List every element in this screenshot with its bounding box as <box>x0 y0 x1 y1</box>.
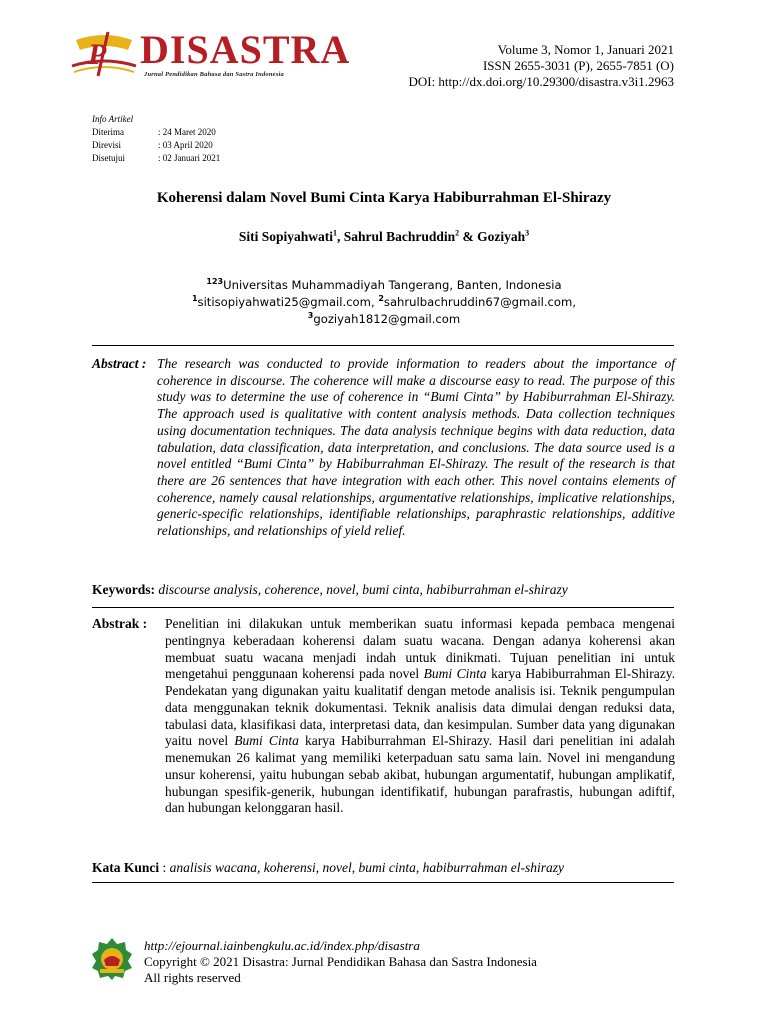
abstract-label: Abstract : <box>92 356 147 371</box>
journal-url-link[interactable]: http://ejournal.iainbengkulu.ac.id/index.php/disastra <box>144 938 420 953</box>
copyright-notice: Copyright © 2021 Disastra: Jurnal Pendidikan Bahasa dan Sastra Indonesia <box>144 954 537 969</box>
email-sup: 1 <box>191 294 198 304</box>
journal-info <box>408 42 674 90</box>
date-label: Direvisi <box>92 140 121 150</box>
institution: Universitas Muhammadiyah Tangerang, Banten, Indonesia <box>223 278 562 292</box>
keywords-value: discourse analysis, coherence, novel, bumi cinta, habiburrahman el-shirazy <box>158 582 568 597</box>
keywords-value: analisis wacana, koherensi, novel, bumi cinta, habiburrahman el-shirazy <box>169 860 564 875</box>
svg-text:P: P <box>88 38 107 71</box>
keywords-colon: : <box>159 860 170 875</box>
affiliation-institution-line <box>0 277 768 294</box>
affiliation-email-line <box>0 294 768 311</box>
affiliation <box>0 277 768 328</box>
affil-sup: 123 <box>206 277 224 287</box>
email-sup: 2 <box>378 294 384 304</box>
date-row-accepted <box>92 152 220 165</box>
journal-doi[interactable]: DOI: http://dx.doi.org/10.29300/disastra.v3i1.2963 <box>408 74 674 89</box>
author-name: Goziyah <box>477 229 526 244</box>
abstract-indonesian <box>92 616 675 856</box>
book-pen-logo-icon <box>68 26 140 86</box>
author-sup: 3 <box>525 228 530 238</box>
abstract-label: Abstrak : <box>92 616 148 631</box>
date-label: Disetujui <box>92 153 125 163</box>
journal-volume: Volume 3, Nomor 1, Januari 2021 <box>497 42 674 57</box>
keywords-label: Keywords <box>92 582 151 597</box>
author-name: Sahrul Bachruddin <box>343 229 456 244</box>
author-sup: 1 <box>332 228 337 238</box>
keywords-indonesian <box>92 860 564 876</box>
date-label: Diterima <box>92 127 124 137</box>
divider <box>92 345 674 346</box>
email-sup: 3 <box>307 311 314 321</box>
divider <box>92 882 674 883</box>
author-name: Siti Sopiyahwati <box>238 229 333 244</box>
keywords-english <box>92 582 568 598</box>
logo-subtitle: Jurnal Pendidikan Bahasa dan Sastra Indonesia <box>144 71 284 78</box>
institution-seal-icon <box>90 936 134 980</box>
author-email[interactable]: goziyah1812@gmail.com <box>313 312 461 326</box>
author-list <box>0 229 768 245</box>
date-value: : 03 April 2020 <box>158 140 213 150</box>
author-sup: 2 <box>455 228 460 238</box>
divider <box>92 607 674 608</box>
article-info <box>92 112 220 165</box>
journal-logo <box>68 26 351 86</box>
article-info-heading: Info Artikel <box>92 114 134 124</box>
article-dates <box>92 126 220 165</box>
date-value: : 02 Januari 2021 <box>158 153 221 163</box>
abstract-english <box>92 356 675 576</box>
abstract-indonesian-text: Penelitian ini dilakukan untuk memberikan suatu informasi kepada pembaca mengenai pentingnya keberadaan koherensi dalam suatu wacana. Dengan adanya koherensi akan membuat suatu wacana menjadi indah untuk dinikmati. Tujuan penelitian ini untuk mengetahui penggunaan koherensi pada novel Bumi Cinta karya Habiburrahman El-Shirazy. Pendekatan yang digunakan yaitu kualitatif dengan metode analisis isi. Teknik pengumpulan data menggunakan teknik dokumentasi. Teknik analisis data dimulai dengan reduksi data, tabulasi data, klasifikasi data, interpretasi data, dan kesimpulan. Sumber data yang digunakan yaitu novel Bumi Cinta karya Habiburrahman El-Shirazy. Hasil dari penelitian ini adalah menemukan 26 kalimat yang memiliki keterpaduan satu sama lain. Novel ini mengandung unsur koherensi, yaitu hubungan sebab akibat, hubungan argumentatif, hubungan amplikatif, hubungan spesifik-generik, hubungan identifikatif, hubungan parafrastis, hubungan adiftif, dan hubungan kelonggaran hasil. <box>165 616 675 816</box>
paper-title: Koherensi dalam Novel Bumi Cinta Karya Habiburrahman El-Shirazy <box>156 190 612 206</box>
date-row-received <box>92 126 220 139</box>
author-sep: , <box>336 229 344 244</box>
keywords-label: Kata Kunci <box>92 860 160 875</box>
rights-notice: All rights reserved <box>144 970 241 985</box>
date-value: : 24 Maret 2020 <box>158 127 216 137</box>
abstract-english-text: The research was conducted to provide information to readers about the importance of coherence in discourse. The coherence will make a discourse easy to read. The purpose of this study was to determine the use of coherence in “Bumi Cinta” by Habiburrahman El-Shirazy. The approach used is qualitative with content analysis methods. Data collection techniques using documentation techniques. The data analysis technique begins with data reduction, data tabulation, data classification, data interpretation, and conclusions. The data source used is a novel entitled “Bumi Cinta” by Habiburrahman El-Shirazy. The result of the research is that there are 26 sentences that have integration with each other. This novel contains elements of coherence, namely causal relationships, argumentative relationships, implicative relationships, generic-specific relationships, identifiable relationships, paraphrastic relationships, additive relationships, and relationships of yield relief. <box>157 356 675 539</box>
logo-wordmark: DISASTRA <box>140 27 351 72</box>
keywords-colon: : <box>150 582 159 597</box>
author-sep: & <box>459 229 478 244</box>
affiliation-email-line <box>0 311 768 328</box>
footer <box>144 938 537 986</box>
author-email[interactable]: sitisopiyahwati25@gmail.com, <box>197 295 379 309</box>
date-row-revised <box>92 139 220 152</box>
author-email[interactable]: sahrulbachruddin67@gmail.com, <box>383 295 577 309</box>
journal-issn: ISSN 2655-3031 (P), 2655-7851 (O) <box>482 58 674 73</box>
